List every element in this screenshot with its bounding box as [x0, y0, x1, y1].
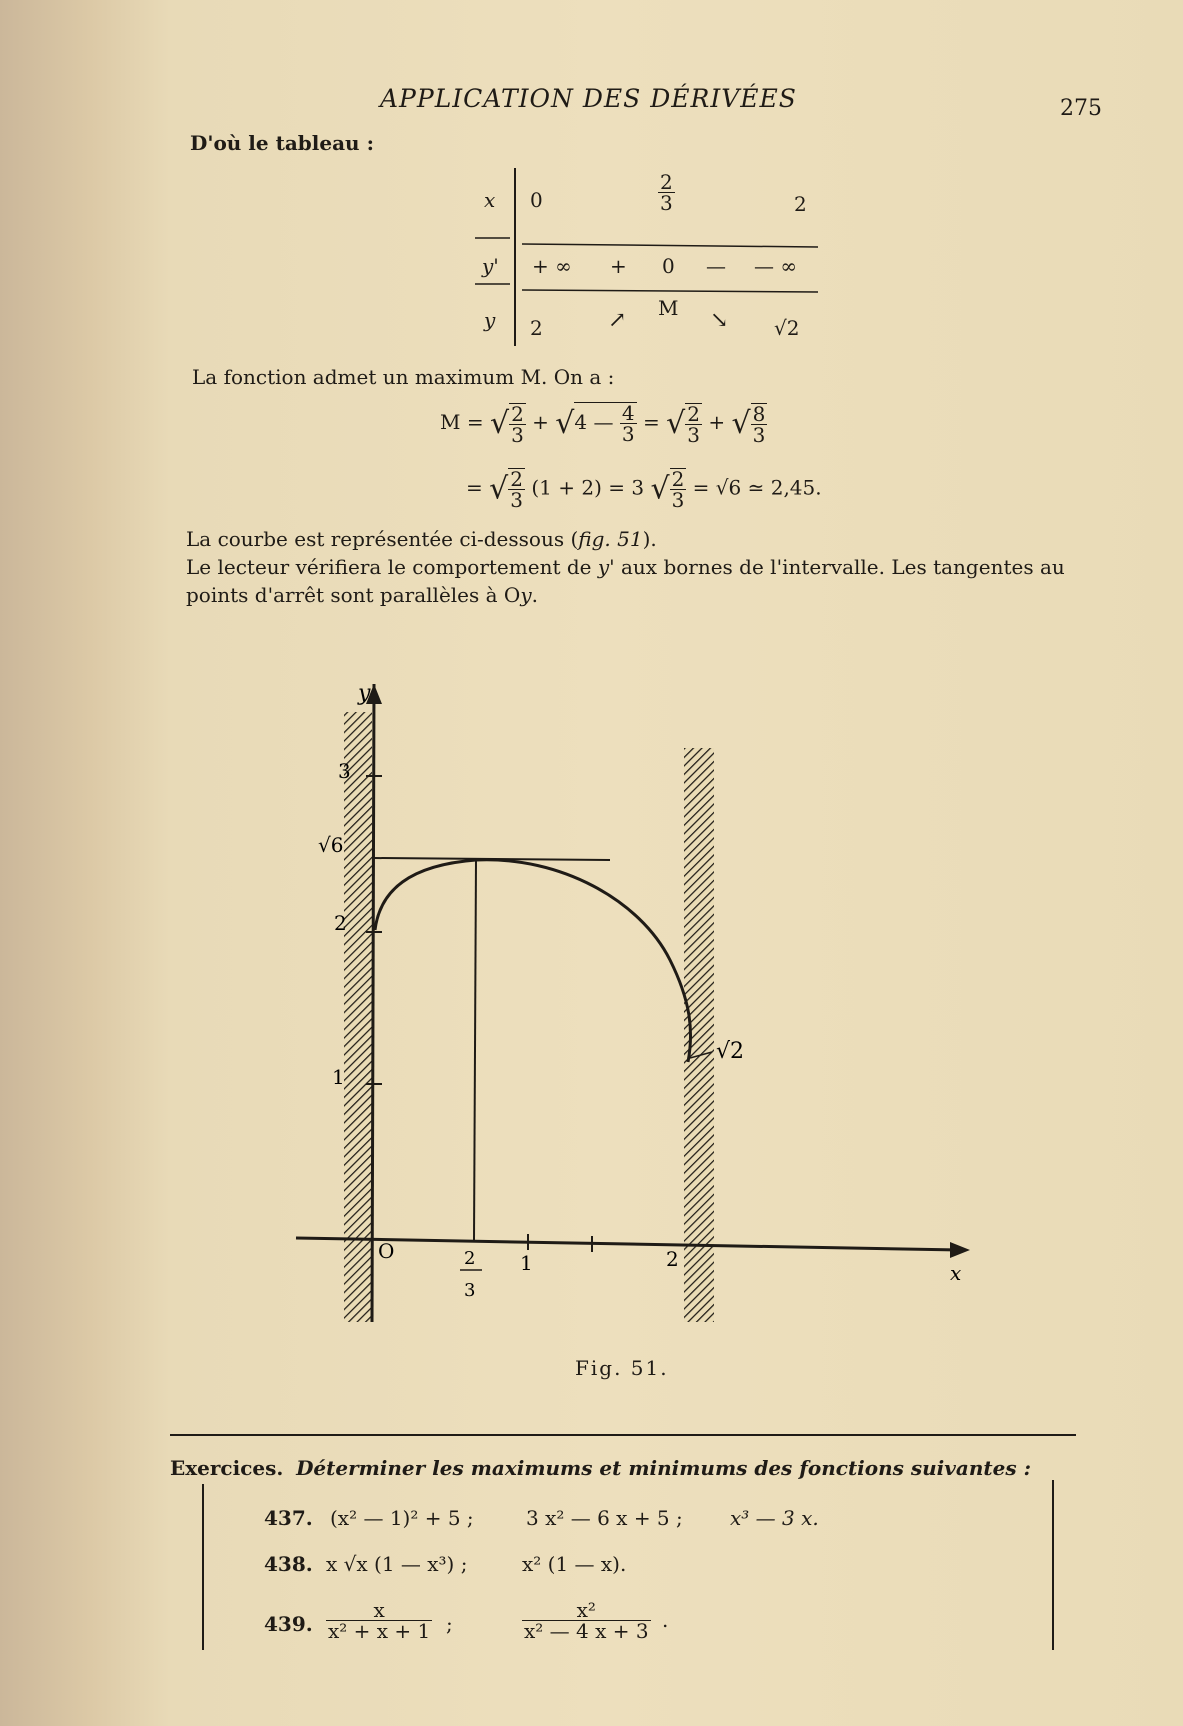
variation-table: [470, 168, 830, 348]
formula-line-1: [440, 402, 767, 466]
sqrt-symbol: √: [666, 406, 686, 441]
text-lecteur: [186, 552, 1065, 582]
exercise-439-a-den: x² + x + 1: [328, 1619, 431, 1643]
hatched-band-right: [684, 748, 714, 1322]
table-y-up-arrow: ↗: [608, 308, 627, 333]
exercise-439-num: 439.: [264, 1612, 313, 1636]
exercise-439-sep: ;: [446, 1612, 453, 1636]
exercise-bracket-left: [202, 1484, 204, 1650]
text-points-y: y: [520, 583, 532, 607]
frac-den: 3: [687, 422, 700, 447]
formula-plus: +: [532, 410, 549, 434]
frac-2-3-a: [509, 403, 526, 445]
exercise-439-b-den: x² — 4 x + 3: [524, 1619, 649, 1643]
x-axis: [296, 1238, 960, 1250]
running-head: APPLICATION DES DÉRIVÉES: [380, 84, 797, 113]
formula-line-2: [466, 468, 822, 532]
table-x-0: 0: [530, 188, 543, 212]
exercise-bracket-right: [1052, 1480, 1054, 1650]
table-y-2: 2: [530, 316, 543, 340]
exercise-437-num: 437.: [264, 1506, 313, 1530]
table-yprime-plus-inf: + ∞: [532, 254, 572, 278]
table-x-label: x: [484, 188, 496, 212]
x-label-one: 1: [520, 1251, 533, 1275]
y-tick-label-2: 2: [334, 911, 347, 935]
y-axis-label: y: [358, 681, 371, 706]
exercise-439-b: [522, 1600, 651, 1641]
function-curve: [375, 860, 691, 1062]
exercise-439-a: [326, 1600, 432, 1641]
table-y-sqrt2: √2: [774, 316, 800, 340]
text-points-b: .: [531, 583, 538, 607]
frac-2-3-b: [685, 403, 702, 445]
frac-num: 8: [752, 401, 766, 426]
exercise-439-end: .: [662, 1608, 669, 1632]
text-courbe-b: ).: [642, 527, 657, 551]
formula-equals: =: [642, 410, 660, 434]
frac-den: 3: [621, 422, 635, 446]
exercises-title: [170, 1456, 1031, 1480]
frac-den: 3: [510, 488, 523, 512]
formula-four-minus: 4 —: [574, 410, 614, 434]
x-axis-arrow: [950, 1242, 970, 1258]
sqrt-symbol: √: [489, 406, 510, 441]
table-x-mid: [658, 172, 675, 213]
table-y-label: y: [484, 308, 496, 332]
sqrt-4-minus-4-3: [574, 402, 636, 444]
origin-label: O: [378, 1239, 395, 1263]
frac-num: 2: [511, 401, 524, 426]
table-yprime-minus: —: [706, 254, 726, 278]
table-rule-right-1: [522, 244, 818, 247]
frac-2-3-c: [508, 468, 525, 510]
exercise-437-b: 3 x² — 6 x + 5 ;: [526, 1506, 683, 1530]
page-number: 275: [1060, 96, 1102, 121]
formula-sqrt6: = √6 ≃ 2,45.: [692, 475, 822, 500]
formula-plus: +: [708, 410, 726, 434]
frac-num: 4: [621, 401, 635, 425]
max-vertical-line: [474, 860, 476, 1240]
text-courbe-fig: fig. 51: [578, 527, 643, 551]
x-label-two-thirds-den: 3: [464, 1280, 476, 1301]
exercise-437-c: x³ — 3 x.: [730, 1506, 819, 1530]
frac-den: 3: [511, 422, 524, 447]
frac-num: 2: [510, 467, 523, 491]
frac-num: 2: [687, 401, 700, 426]
y-axis: [372, 684, 374, 1322]
figure-caption: Fig. 51.: [575, 1356, 669, 1380]
table-y-max: M: [658, 296, 679, 320]
sqrt-symbol: √: [731, 406, 751, 441]
frac-den: 3: [671, 488, 685, 512]
hatched-band-left: [344, 712, 372, 1322]
table-yprime-zero: 0: [662, 254, 675, 278]
frac-8-3: [751, 403, 768, 445]
text-points: [186, 580, 538, 610]
sqrt-symbol: √: [489, 471, 509, 507]
sqrt-symbol: √: [555, 406, 575, 441]
curve-end-label: √2: [716, 1039, 745, 1064]
table-rule-right-2: [522, 290, 818, 292]
formula-equals: =: [466, 475, 483, 500]
y-tick-label-1: 1: [332, 1065, 345, 1089]
x-axis-label: x: [950, 1261, 962, 1285]
exercises-title-italic: Déterminer les maximums et minimums des fonctions suivantes :: [296, 1456, 1031, 1480]
exercise-439-b-num: x²: [522, 1600, 651, 1621]
table-y-down-arrow: ↘: [710, 308, 729, 333]
exercise-439-a-num: x: [326, 1600, 432, 1621]
text-points-a: points d'arrêt sont parallèles à O: [186, 583, 521, 607]
text-courbe-a: La courbe est représentée ci-dessous (: [186, 527, 579, 551]
exercise-437-a: (x² — 1)² + 5 ;: [330, 1506, 474, 1530]
frac-2-3-d: [670, 468, 687, 510]
exercise-439: [264, 1600, 704, 1660]
x-label-two-thirds-num: 2: [464, 1248, 476, 1269]
figure-51: [0, 660, 1183, 1340]
exercise-437: [264, 1506, 819, 1530]
exercises-title-bold: Exercices.: [170, 1456, 284, 1480]
text-courbe: [186, 524, 657, 554]
x-label-two: 2: [666, 1247, 679, 1271]
section-separator: [170, 1434, 1076, 1436]
table-x-mid-num: 2: [660, 170, 673, 194]
frac-num: 2: [671, 467, 685, 491]
exercise-438-num: 438.: [264, 1552, 313, 1576]
exercise-438-a: x √x (1 — x³) ;: [326, 1552, 468, 1576]
text-lecteur-b: aux bornes de l'intervalle. Les tangentes au: [614, 555, 1065, 579]
exercise-438-b: x² (1 — x).: [522, 1552, 627, 1576]
exercise-438: [264, 1552, 627, 1576]
table-x-2: 2: [794, 192, 807, 216]
table-yprime-minus-inf: — ∞: [754, 254, 798, 278]
text-lecteur-y: y': [597, 555, 615, 579]
max-sentence: La fonction admet un maximum M. On a :: [192, 365, 615, 389]
intro-line: D'où le tableau :: [190, 131, 374, 155]
table-x-mid-den: 3: [660, 191, 673, 215]
y-tick-label-sqrt6: √6: [318, 833, 344, 857]
formula-one-plus-two: (1 + 2) = 3: [531, 475, 645, 500]
formula-M: M =: [440, 410, 484, 434]
text-lecteur-a: Le lecteur vérifiera le comportement de: [186, 555, 598, 579]
y-tick-label-3: 3: [338, 759, 351, 783]
sqrt-symbol: √: [650, 471, 670, 507]
table-yprime-label: y': [482, 254, 499, 278]
frac-den: 3: [752, 422, 766, 447]
table-yprime-plus: +: [610, 254, 627, 278]
